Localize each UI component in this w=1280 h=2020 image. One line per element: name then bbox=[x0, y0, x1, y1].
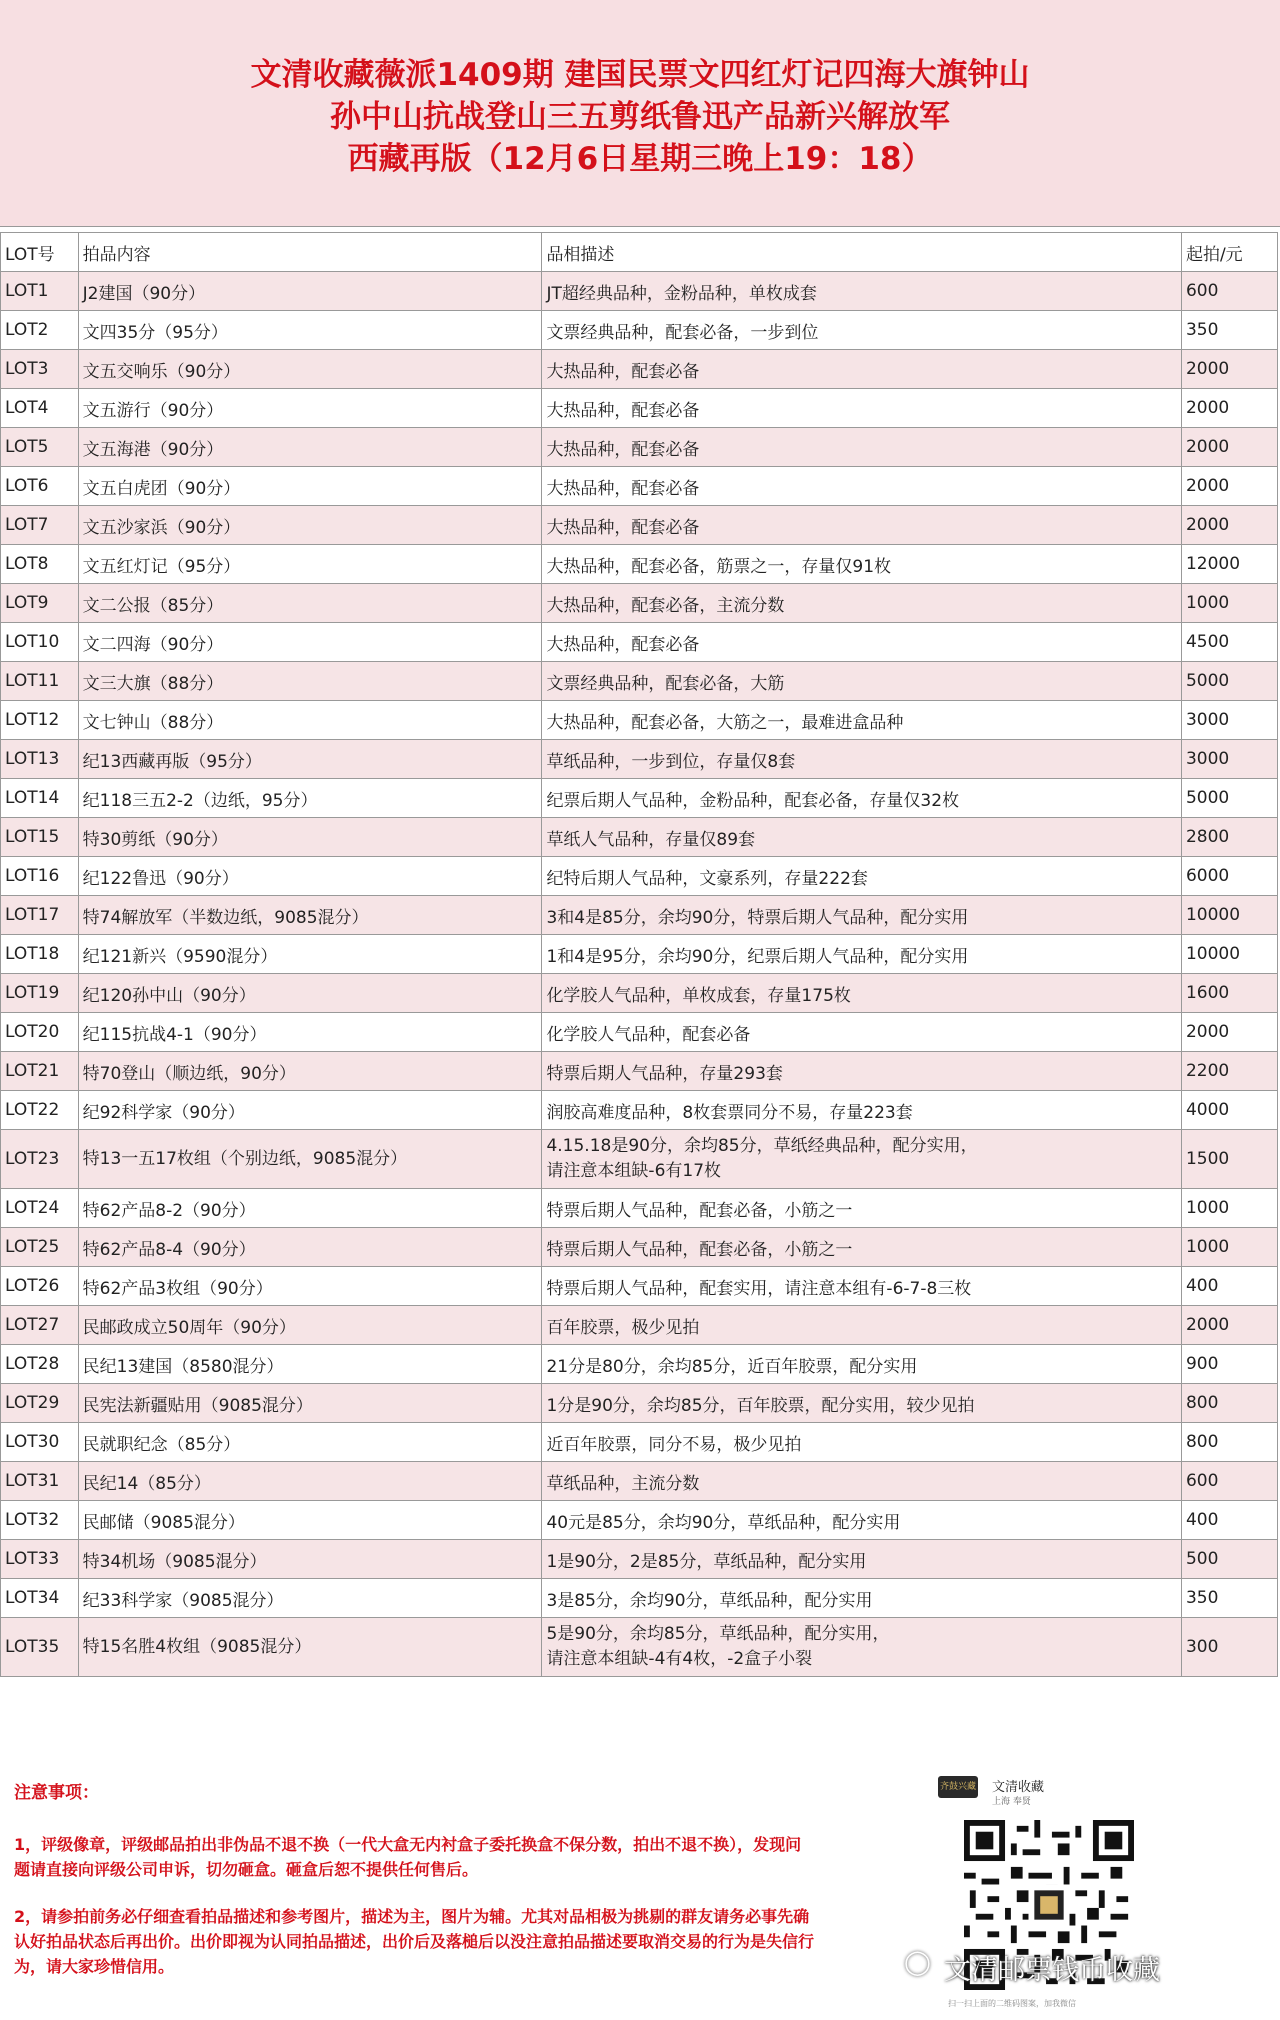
desc-cell: 大热品种，配套必备 bbox=[542, 428, 1182, 467]
desc-cell: 特票后期人气品种，配套实用，请注意本组有-6-7-8三枚 bbox=[542, 1267, 1182, 1306]
lot-cell: LOT22 bbox=[1, 1091, 79, 1130]
desc-cell: 特票后期人气品种，存量293套 bbox=[542, 1052, 1182, 1091]
price-cell: 350 bbox=[1181, 1579, 1277, 1618]
item-cell: 民宪法新疆贴用（9085混分） bbox=[78, 1384, 542, 1423]
desc-cell: 化学胶人气品种，单枚成套，存量175枚 bbox=[542, 974, 1182, 1013]
item-cell: 纪118三五2-2（边纸，95分） bbox=[78, 779, 542, 818]
price-cell: 4000 bbox=[1181, 1091, 1277, 1130]
price-cell: 1000 bbox=[1181, 1228, 1277, 1267]
price-cell: 900 bbox=[1181, 1345, 1277, 1384]
lot-cell: LOT35 bbox=[1, 1618, 79, 1677]
lot-cell: LOT2 bbox=[1, 311, 79, 350]
lot-cell: LOT14 bbox=[1, 779, 79, 818]
lot-cell: LOT13 bbox=[1, 740, 79, 779]
price-cell: 4500 bbox=[1181, 623, 1277, 662]
item-cell: 特34机场（9085混分） bbox=[78, 1540, 542, 1579]
table-row bbox=[1, 623, 1278, 662]
item-cell: 文五海港（90分） bbox=[78, 428, 542, 467]
table-body bbox=[1, 272, 1278, 1677]
lot-cell: LOT6 bbox=[1, 467, 79, 506]
item-cell: 纪121新兴（9590混分） bbox=[78, 935, 542, 974]
table-row bbox=[1, 1052, 1278, 1091]
price-cell: 1500 bbox=[1181, 1130, 1277, 1189]
item-cell: 纪33科学家（9085混分） bbox=[78, 1579, 542, 1618]
desc-cell: 大热品种，配套必备，大筋之一，最难进盒品种 bbox=[542, 701, 1182, 740]
lot-cell: LOT4 bbox=[1, 389, 79, 428]
table-row bbox=[1, 974, 1278, 1013]
table-row bbox=[1, 1306, 1278, 1345]
header-item: 拍品内容 bbox=[78, 233, 542, 272]
title-line-3: 西藏再版（12月6日星期三晚上19：18） bbox=[347, 141, 933, 177]
desc-cell: 润胶高难度品种，8枚套票同分不易，存量223套 bbox=[542, 1091, 1182, 1130]
desc-cell: 特票后期人气品种，配套必备，小筋之一 bbox=[542, 1189, 1182, 1228]
item-cell: 纪115抗战4-1（90分） bbox=[78, 1013, 542, 1052]
item-cell: 文二公报（85分） bbox=[78, 584, 542, 623]
desc-cell: 近百年胶票，同分不易，极少见拍 bbox=[542, 1423, 1182, 1462]
lot-cell: LOT9 bbox=[1, 584, 79, 623]
lot-cell: LOT1 bbox=[1, 272, 79, 311]
desc-cell: 3和4是85分，余均90分，特票后期人气品种，配分实用 bbox=[542, 896, 1182, 935]
table-row bbox=[1, 1501, 1278, 1540]
item-cell: 文五白虎团（90分） bbox=[78, 467, 542, 506]
lot-cell: LOT19 bbox=[1, 974, 79, 1013]
item-cell: 纪92科学家（90分） bbox=[78, 1091, 542, 1130]
lot-cell: LOT21 bbox=[1, 1052, 79, 1091]
price-cell: 2000 bbox=[1181, 467, 1277, 506]
price-cell: 10000 bbox=[1181, 935, 1277, 974]
lot-cell: LOT33 bbox=[1, 1540, 79, 1579]
item-cell: J2建国（90分） bbox=[78, 272, 542, 311]
desc-cell: JT超经典品种，金粉品种，单枚成套 bbox=[542, 272, 1182, 311]
desc-line-2: 请注意本组缺-6有17枚 bbox=[546, 1161, 722, 1181]
desc-cell: 草纸品种，主流分数 bbox=[542, 1462, 1182, 1501]
price-cell: 2000 bbox=[1181, 1013, 1277, 1052]
table-row bbox=[1, 389, 1278, 428]
price-cell: 5000 bbox=[1181, 662, 1277, 701]
price-cell: 3000 bbox=[1181, 740, 1277, 779]
item-cell: 纪120孙中山（90分） bbox=[78, 974, 542, 1013]
table-row bbox=[1, 701, 1278, 740]
lot-cell: LOT34 bbox=[1, 1579, 79, 1618]
price-cell: 1000 bbox=[1181, 584, 1277, 623]
desc-cell: 大热品种，配套必备 bbox=[542, 467, 1182, 506]
lot-cell: LOT23 bbox=[1, 1130, 79, 1189]
price-cell: 2000 bbox=[1181, 389, 1277, 428]
lot-cell: LOT16 bbox=[1, 857, 79, 896]
price-cell: 2000 bbox=[1181, 1306, 1277, 1345]
header-lot: LOT号 bbox=[1, 233, 79, 272]
table-row bbox=[1, 1618, 1278, 1677]
desc-cell: 文票经典品种，配套必备，大筋 bbox=[542, 662, 1182, 701]
desc-cell: 百年胶票，极少见拍 bbox=[542, 1306, 1182, 1345]
desc-cell: 草纸人气品种，存量仅89套 bbox=[542, 818, 1182, 857]
lot-cell: LOT17 bbox=[1, 896, 79, 935]
item-cell: 特62产品8-4（90分） bbox=[78, 1228, 542, 1267]
lot-cell: LOT20 bbox=[1, 1013, 79, 1052]
item-cell: 民就职纪念（85分） bbox=[78, 1423, 542, 1462]
qr-caption: 扫一扫上面的二维码图案，加我微信 bbox=[948, 1999, 1076, 2008]
table-row bbox=[1, 1462, 1278, 1501]
lot-cell: LOT7 bbox=[1, 506, 79, 545]
table-row bbox=[1, 1189, 1278, 1228]
table-row bbox=[1, 1228, 1278, 1267]
qr-account-name: 文清收藏 bbox=[992, 1780, 1045, 1795]
item-cell: 文五游行（90分） bbox=[78, 389, 542, 428]
lot-cell: LOT15 bbox=[1, 818, 79, 857]
table-row bbox=[1, 935, 1278, 974]
desc-cell: 40元是85分，余均90分，草纸品种，配分实用 bbox=[542, 1501, 1182, 1540]
desc-cell: 纪票后期人气品种，金粉品种，配套必备，存量仅32枚 bbox=[542, 779, 1182, 818]
item-cell: 特15名胜4枚组（9085混分） bbox=[78, 1618, 542, 1677]
lot-cell: LOT32 bbox=[1, 1501, 79, 1540]
table-row bbox=[1, 896, 1278, 935]
price-cell: 800 bbox=[1181, 1384, 1277, 1423]
table-row bbox=[1, 1579, 1278, 1618]
desc-cell: 文票经典品种，配套必备，一步到位 bbox=[542, 311, 1182, 350]
header-banner bbox=[0, 0, 1280, 227]
item-cell: 文五红灯记（95分） bbox=[78, 545, 542, 584]
item-cell: 民邮政成立50周年（90分） bbox=[78, 1306, 542, 1345]
watermark-text: 文清邮票钱币收藏 bbox=[944, 1955, 1160, 1986]
price-cell: 1000 bbox=[1181, 1189, 1277, 1228]
item-cell: 民邮储（9085混分） bbox=[78, 1501, 542, 1540]
lot-cell: LOT12 bbox=[1, 701, 79, 740]
desc-cell: 化学胶人气品种，配套必备 bbox=[542, 1013, 1182, 1052]
item-cell: 特30剪纸（90分） bbox=[78, 818, 542, 857]
lot-cell: LOT29 bbox=[1, 1384, 79, 1423]
price-cell: 1600 bbox=[1181, 974, 1277, 1013]
table-row bbox=[1, 272, 1278, 311]
price-cell: 6000 bbox=[1181, 857, 1277, 896]
note-1: 1，评级像章，评级邮品拍出非伪品不退不换（一代大盒无内衬盒子委托换盒不保分数，拍出不退不换），发现问题请直接向评级公司申诉，切勿砸盒。砸盒后恕不提供任何售后。 bbox=[14, 1835, 802, 1879]
item-cell: 民纪13建国（8580混分） bbox=[78, 1345, 542, 1384]
item-cell: 特62产品3枚组（90分） bbox=[78, 1267, 542, 1306]
lot-cell: LOT28 bbox=[1, 1345, 79, 1384]
wechat-icon: ◯ bbox=[904, 1948, 931, 1976]
item-cell: 文二四海（90分） bbox=[78, 623, 542, 662]
table-row bbox=[1, 506, 1278, 545]
lot-cell: LOT31 bbox=[1, 1462, 79, 1501]
lot-cell: LOT18 bbox=[1, 935, 79, 974]
item-cell: 纪13西藏再版（95分） bbox=[78, 740, 542, 779]
lot-cell: LOT5 bbox=[1, 428, 79, 467]
title-block bbox=[0, 54, 1280, 180]
desc-cell: 大热品种，配套必备 bbox=[542, 350, 1182, 389]
item-cell: 文五交响乐（90分） bbox=[78, 350, 542, 389]
table-row bbox=[1, 1267, 1278, 1306]
brand-logo: 齐鼓兴藏 bbox=[938, 1776, 978, 1798]
lot-cell: LOT10 bbox=[1, 623, 79, 662]
header-price: 起拍/元 bbox=[1181, 233, 1277, 272]
desc-cell: 3是85分，余均90分，草纸品种，配分实用 bbox=[542, 1579, 1182, 1618]
price-cell: 2800 bbox=[1181, 818, 1277, 857]
table-row bbox=[1, 1384, 1278, 1423]
price-cell: 400 bbox=[1181, 1267, 1277, 1306]
price-cell: 400 bbox=[1181, 1501, 1277, 1540]
price-cell: 2000 bbox=[1181, 506, 1277, 545]
lot-table bbox=[0, 232, 1278, 1677]
desc-cell: 1和4是95分，余均90分，纪票后期人气品种，配分实用 bbox=[542, 935, 1182, 974]
desc-cell: 纪特后期人气品种，文豪系列，存量222套 bbox=[542, 857, 1182, 896]
item-cell: 文三大旗（88分） bbox=[78, 662, 542, 701]
price-cell: 3000 bbox=[1181, 701, 1277, 740]
table-row bbox=[1, 311, 1278, 350]
item-cell: 文五沙家浜（90分） bbox=[78, 506, 542, 545]
lot-cell: LOT26 bbox=[1, 1267, 79, 1306]
desc-cell: 草纸品种，一步到位，存量仅8套 bbox=[542, 740, 1182, 779]
price-cell: 10000 bbox=[1181, 896, 1277, 935]
desc-cell: 大热品种，配套必备，筋票之一，存量仅91枚 bbox=[542, 545, 1182, 584]
price-cell: 600 bbox=[1181, 1462, 1277, 1501]
desc-line-1: 5是90分，余均85分，草纸品种，配分实用， bbox=[546, 1624, 890, 1644]
qr-account-location: 上海 奉贤 bbox=[992, 1797, 1031, 1807]
desc-cell bbox=[542, 1618, 1182, 1677]
table-row bbox=[1, 428, 1278, 467]
price-cell: 2000 bbox=[1181, 428, 1277, 467]
lot-cell: LOT8 bbox=[1, 545, 79, 584]
table-row bbox=[1, 740, 1278, 779]
table-row bbox=[1, 350, 1278, 389]
desc-cell bbox=[542, 1130, 1182, 1189]
lot-cell: LOT25 bbox=[1, 1228, 79, 1267]
lot-cell: LOT30 bbox=[1, 1423, 79, 1462]
table-row bbox=[1, 662, 1278, 701]
desc-cell: 1分是90分，余均85分，百年胶票，配分实用，较少见拍 bbox=[542, 1384, 1182, 1423]
price-cell: 2000 bbox=[1181, 350, 1277, 389]
item-cell: 特62产品8-2（90分） bbox=[78, 1189, 542, 1228]
table-row bbox=[1, 584, 1278, 623]
price-cell: 5000 bbox=[1181, 779, 1277, 818]
desc-line-2: 请注意本组缺-4有4枚，-2盒子小裂 bbox=[546, 1649, 813, 1669]
item-cell: 纪122鲁迅（90分） bbox=[78, 857, 542, 896]
title-line-2: 孙中山抗战登山三五剪纸鲁迅产品新兴解放军 bbox=[330, 99, 950, 135]
lot-cell: LOT11 bbox=[1, 662, 79, 701]
price-cell: 800 bbox=[1181, 1423, 1277, 1462]
table-header-row bbox=[1, 233, 1278, 272]
price-cell: 300 bbox=[1181, 1618, 1277, 1677]
table-row bbox=[1, 1345, 1278, 1384]
lot-cell: LOT24 bbox=[1, 1189, 79, 1228]
table-row bbox=[1, 1540, 1278, 1579]
table-row bbox=[1, 467, 1278, 506]
item-cell: 文四35分（95分） bbox=[78, 311, 542, 350]
note-2: 2，请参拍前务必仔细查看拍品描述和参考图片，描述为主，图片为辅。尤其对品相极为挑剔的群友请务必事先确认好拍品状态后再出价。出价即视为认同拍品描述，出价后及落槌后以没注意拍品描述要取消交易的行为是失信行为，请大家珍惜信用。 bbox=[14, 1907, 815, 1976]
item-cell: 特70登山（顺边纸，90分） bbox=[78, 1052, 542, 1091]
header-desc: 品相描述 bbox=[542, 233, 1182, 272]
notes-title: 注意事项： bbox=[14, 1783, 99, 1803]
price-cell: 12000 bbox=[1181, 545, 1277, 584]
lot-cell: LOT3 bbox=[1, 350, 79, 389]
price-cell: 500 bbox=[1181, 1540, 1277, 1579]
desc-cell: 大热品种，配套必备 bbox=[542, 389, 1182, 428]
desc-cell: 1是90分，2是85分，草纸品种，配分实用 bbox=[542, 1540, 1182, 1579]
table-row bbox=[1, 1130, 1278, 1189]
item-cell: 民纪14（85分） bbox=[78, 1462, 542, 1501]
table-row bbox=[1, 1091, 1278, 1130]
table-row bbox=[1, 779, 1278, 818]
table-row bbox=[1, 1013, 1278, 1052]
table-row bbox=[1, 545, 1278, 584]
desc-cell: 大热品种，配套必备，主流分数 bbox=[542, 584, 1182, 623]
price-cell: 2200 bbox=[1181, 1052, 1277, 1091]
title-line-1: 文清收藏薇派1409期 建国民票文四红灯记四海大旗钟山 bbox=[250, 57, 1030, 93]
table-row bbox=[1, 1423, 1278, 1462]
item-cell: 文七钟山（88分） bbox=[78, 701, 542, 740]
table-row bbox=[1, 857, 1278, 896]
price-cell: 350 bbox=[1181, 311, 1277, 350]
price-cell: 600 bbox=[1181, 272, 1277, 311]
item-cell: 特13一五17枚组（个别边纸，9085混分） bbox=[78, 1130, 542, 1189]
table-row bbox=[1, 818, 1278, 857]
desc-line-1: 4.15.18是90分，余均85分，草纸经典品种，配分实用， bbox=[546, 1136, 978, 1156]
item-cell: 特74解放军（半数边纸，9085混分） bbox=[78, 896, 542, 935]
desc-cell: 大热品种，配套必备 bbox=[542, 506, 1182, 545]
desc-cell: 大热品种，配套必备 bbox=[542, 623, 1182, 662]
lot-cell: LOT27 bbox=[1, 1306, 79, 1345]
desc-cell: 21分是80分，余均85分，近百年胶票，配分实用 bbox=[542, 1345, 1182, 1384]
desc-cell: 特票后期人气品种，配套必备，小筋之一 bbox=[542, 1228, 1182, 1267]
